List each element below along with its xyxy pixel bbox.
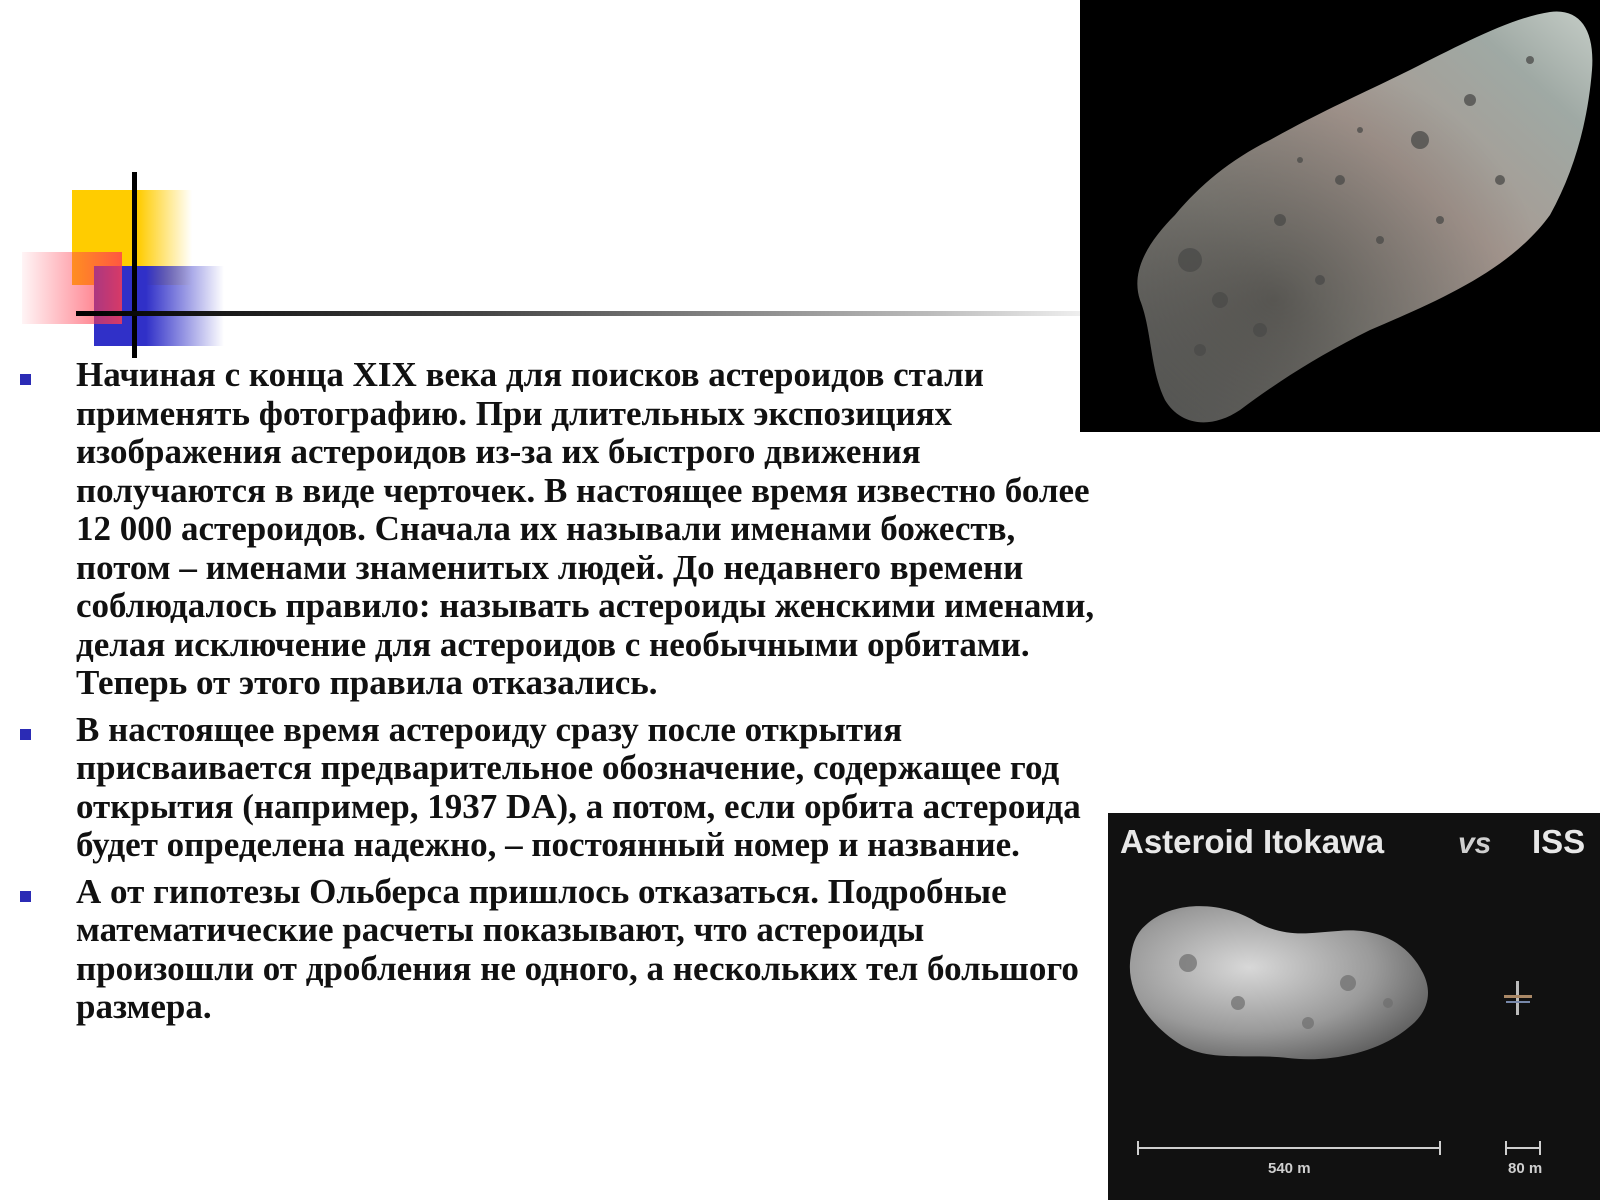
decor-vertical-line: [132, 172, 137, 358]
list-item: [20, 711, 1100, 865]
list-item: [20, 873, 1100, 1027]
bullet-square-icon: [20, 729, 31, 740]
bullet-list: [20, 356, 1100, 1035]
list-item: [20, 356, 1100, 703]
list-item-text: А от гипотезы Ольберса пришлось отказаться. Подробные математические расчеты показывают, что астероиды произошли от дробления не одного, а нескольких тел большого размера.: [76, 871, 1079, 1026]
asteroid-photo-graphic: [1080, 0, 1600, 432]
bullet-square-icon: [20, 374, 31, 385]
itokawa-graphic: [1108, 813, 1600, 1200]
iss-scale-label: 80 m: [1508, 1160, 1543, 1177]
iss-graphic: [1504, 981, 1532, 1015]
asteroid-name-label: Asteroid Itokawa: [1120, 823, 1385, 860]
list-item-text: Начиная с конца XIX века для поисков астероидов стали применять фотографию. При длительных экспозициях изображения астероидов из-за их быстрого движения получаются в виде черточек. В настоящее время известно более 12 000 астероидов. Сначала их называли именами божеств, потом – именами знаменитых людей. До недавнего времени соблюдалось правило: называть астероиды женскими именами, делая исключение для астероидов с необычными орбитами. Теперь от этого правила отказались.: [76, 355, 1095, 702]
itokawa-vs-iss-image: [1108, 813, 1600, 1200]
list-item-text: В настоящее время астероиду сразу после открытия присваивается предварительное обозначение, содержащее год открытия (например, 1937 DA), а потом, если орбита астероида будет определена надежно, – постоянный номер и название.: [76, 709, 1081, 864]
iss-label: ISS: [1532, 823, 1586, 860]
bullet-square-icon: [20, 891, 31, 902]
title-divider-line: [76, 311, 1080, 316]
asteroid-scale-label: 540 m: [1268, 1160, 1311, 1177]
vs-label: vs: [1458, 827, 1492, 860]
asteroid-photo: [1080, 0, 1600, 432]
